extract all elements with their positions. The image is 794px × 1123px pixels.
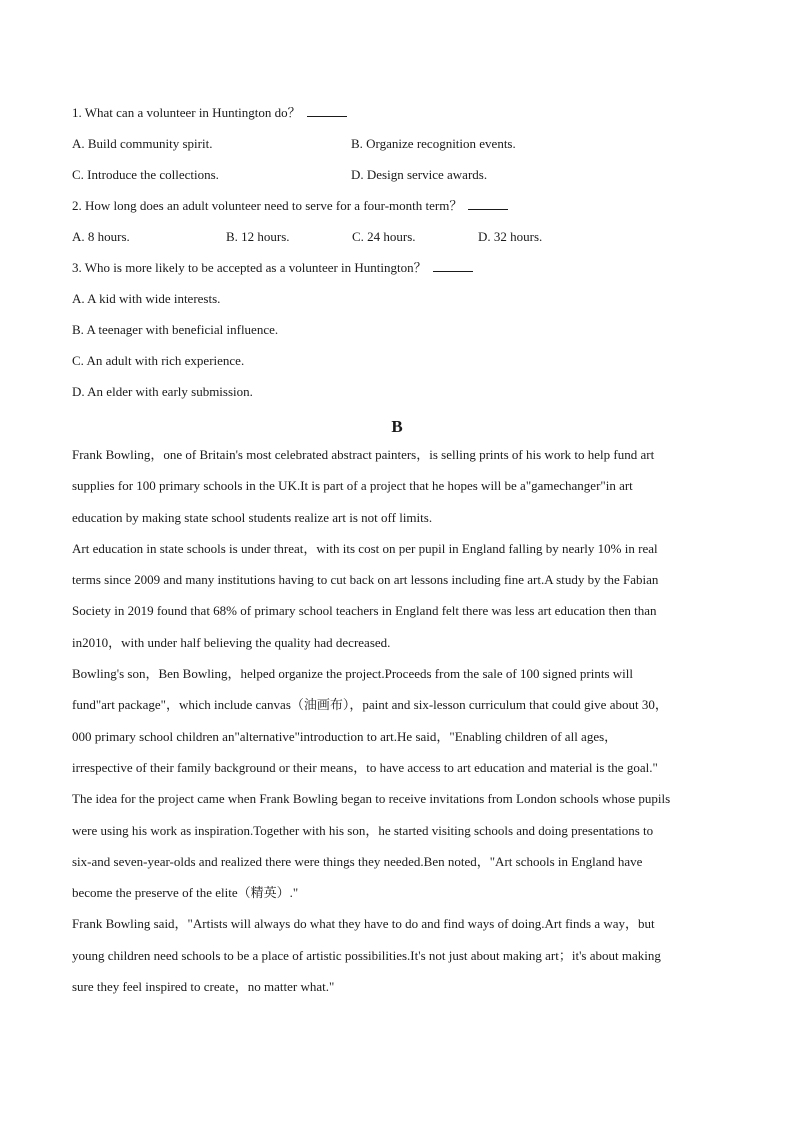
question-2-text: 2. How long does an adult volunteer need to serve for a four-month term？ — [72, 198, 463, 213]
question-1-option-d: D. Design service awards. — [351, 167, 488, 182]
passage-line: in2010，with under half believing the quality had decreased. — [72, 634, 391, 650]
question-2-stem — [72, 193, 722, 224]
passage-line: Frank Bowling said，"Artists will always do what they have to do and find ways of doing.Art finds a way，but — [72, 916, 655, 932]
passage-line: The idea for the project came when Frank Bowling began to receive invitations from London schools whose pupils — [72, 791, 671, 807]
passage-line: Bowling's son，Ben Bowling，helped organize the project.Proceeds from the sale of 100 signed prints will — [72, 666, 634, 682]
question-1-option-c: C. Introduce the collections. — [72, 167, 219, 182]
passage-line: sure they feel inspired to create，no matter what." — [72, 979, 335, 995]
question-1-option-b: B. Organize recognition events. — [351, 136, 516, 151]
passage-line: terms since 2009 and many institutions having to cut back on art lessons including fine art.A study by the Fabian — [72, 572, 659, 588]
question-2-options-row — [72, 224, 722, 255]
passage-line: supplies for 100 primary schools in the UK.It is part of a project that he hopes will be a"gamechanger"in art — [72, 478, 633, 494]
question-1-stem — [72, 100, 722, 131]
answer-blank-2[interactable] — [468, 195, 508, 210]
question-3-text: 3. Who is more likely to be accepted as a volunteer in Huntington？ — [72, 260, 427, 275]
passage-line: education by making state school students realize art is not off limits. — [72, 509, 433, 525]
answer-blank-3[interactable] — [433, 257, 473, 272]
section-b-passage — [72, 442, 722, 1005]
passage-line: fund"art package"，which include canvas（油画布），paint and six-lesson curriculum that could give about 30， — [72, 697, 668, 713]
question-2-option-c: C. 24 hours. — [352, 229, 416, 244]
question-2-option-a: A. 8 hours. — [72, 229, 130, 244]
question-1-text: 1. What can a volunteer in Huntington do？ — [72, 105, 301, 120]
passage-line: Art education in state schools is under threat，with its cost on per pupil in England falling by nearly 10% in real — [72, 540, 658, 556]
question-3-stem — [72, 255, 722, 286]
passage-line: Society in 2019 found that 68% of primary school teachers in England felt there was less art education then than — [72, 603, 657, 619]
question-3-option-d: D. An elder with early submission. — [72, 384, 253, 399]
question-3-option-a: A. A kid with wide interests. — [72, 291, 221, 306]
passage-line: irrespective of their family background or their means，to have access to art education and material is the goal." — [72, 759, 658, 775]
passage-line: six-and seven-year-olds and realized there were things they needed.Ben noted，"Art schools in England have — [72, 853, 643, 869]
passage-line: 000 primary school children an"alternative"introduction to art.He said，"Enabling children of all ages， — [72, 728, 618, 744]
question-3-option-c: C. An adult with rich experience. — [72, 353, 245, 368]
question-2-option-d: D. 32 hours. — [478, 229, 543, 244]
question-2-option-b: B. 12 hours. — [226, 229, 290, 244]
passage-line: Frank Bowling，one of Britain's most celebrated abstract painters，is selling prints of his work to help fund art — [72, 447, 655, 462]
question-3-option-b: B. A teenager with beneficial influence. — [72, 322, 279, 337]
question-1-options-row-2 — [72, 162, 722, 193]
section-b-heading: B — [391, 417, 403, 436]
passage-line: become the preserve of the elite（精英）." — [72, 885, 299, 901]
question-1-options-row-1 — [72, 131, 722, 162]
passage-line: were using his work as inspiration.Together with his son，he started visiting schools and doing presentations to — [72, 822, 654, 838]
document-page — [72, 100, 722, 1005]
passage-line: young children need schools to be a place of artistic possibilities.It's not just about making art；it's about making — [72, 947, 661, 963]
answer-blank-1[interactable] — [307, 102, 347, 117]
question-1-option-a: A. Build community spirit. — [72, 136, 213, 151]
